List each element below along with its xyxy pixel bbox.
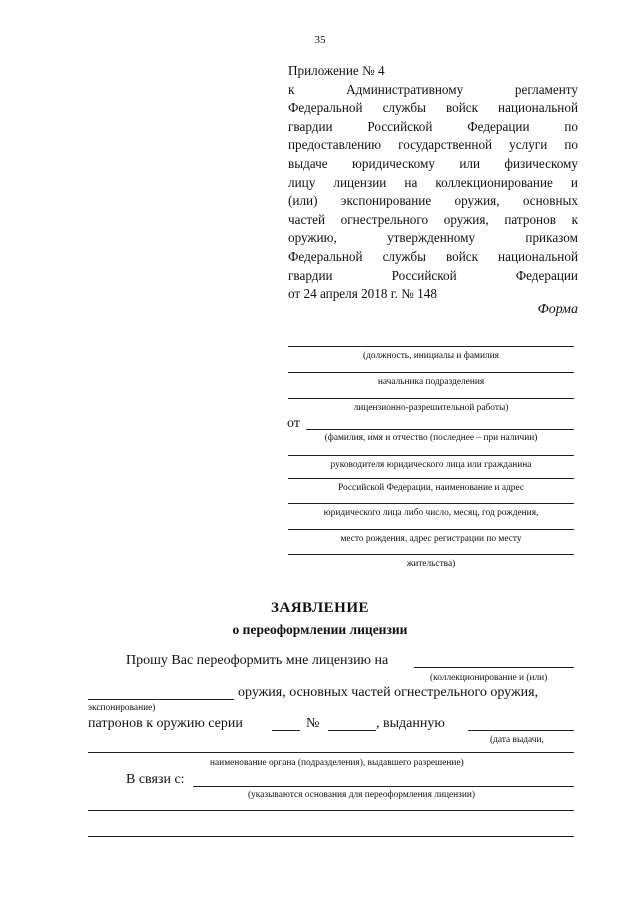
appendix-line: частей огнестрельного оружия, патронов к: [288, 211, 578, 227]
appendix-block: [288, 62, 578, 304]
series-field[interactable]: [272, 730, 300, 731]
body-line-2: оружия, основных частей огнестрельного оружия,: [238, 685, 539, 700]
appendix-line: Федеральной службы войск национальной: [288, 248, 578, 264]
recipient-position-caption: (должность, инициалы и фамилия: [363, 351, 499, 361]
applicant-birth-caption: юридического лица либо число, месяц, год рождения,: [323, 508, 539, 518]
issue-date-caption: (дата выдачи,: [490, 735, 544, 745]
applicant-address-caption: Российской Федерации, наименование и адрес: [337, 483, 525, 493]
appendix-line: Федеральной службы войск национальной: [288, 100, 578, 116]
applicant-name-caption: (фамилия, имя и отчество (последнее – при наличии): [324, 433, 538, 443]
body-line-4: В связи с:: [126, 772, 185, 787]
license-type-field[interactable]: [414, 667, 574, 668]
recipient-unit-line[interactable]: [288, 372, 574, 373]
applicant-birthplace-line[interactable]: [288, 529, 574, 530]
issuing-org-caption: наименование органа (подразделения), выдавшего разрешение): [210, 758, 464, 768]
body-line-1: Прошу Вас переоформить мне лицензию на: [126, 653, 389, 668]
reason-field-line-3[interactable]: [88, 836, 574, 837]
appendix-line: предоставлению государственной услуги по: [288, 137, 578, 153]
reason-caption: (указываются основания для переоформления лицензии): [248, 790, 476, 800]
appendix-line: гвардии Российской Федерации по: [288, 118, 578, 134]
recipient-dept-caption: лицензионно-разрешительной работы): [353, 403, 509, 413]
reason-field-line-2[interactable]: [88, 810, 574, 811]
applicant-head-line[interactable]: [288, 455, 574, 456]
applicant-name-line[interactable]: [306, 429, 574, 430]
page-number: 35: [314, 34, 326, 46]
reason-field[interactable]: [193, 786, 574, 787]
recipient-position-line[interactable]: [288, 346, 574, 347]
applicant-residence-caption: жительства): [406, 559, 456, 569]
exposition-caption: экспонирование): [88, 703, 156, 713]
applicant-birthplace-caption: место рождения, адрес регистрации по месту: [340, 534, 522, 544]
appendix-line: Приложение № 4: [288, 63, 385, 78]
appendix-line: гвардии Российской Федерации: [288, 267, 578, 283]
body-line-3-b: , выданную: [376, 716, 445, 731]
appendix-line: оружию, утвержденному приказом: [288, 230, 578, 246]
issue-date-field[interactable]: [468, 730, 574, 731]
appendix-line: от 24 апреля 2018 г. № 148: [288, 286, 437, 302]
appendix-line: выдаче юридическому или физическому: [288, 155, 578, 171]
applicant-head-caption: руководителя юридического лица или гражданина: [330, 460, 532, 470]
from-label: от: [287, 416, 300, 431]
number-field[interactable]: [328, 730, 376, 731]
license-type-caption: (коллекционирование и (или): [430, 673, 548, 683]
document-subtitle: о переоформлении лицензии: [232, 622, 408, 637]
applicant-address-line[interactable]: [288, 478, 574, 479]
appendix-line: (или) экспонирование оружия, основных: [288, 193, 578, 209]
appendix-line: лицу лицензии на коллекционирование и: [288, 174, 578, 190]
body-line-3-a: патронов к оружию серии: [88, 716, 243, 731]
document-title: ЗАЯВЛЕНИЕ: [270, 600, 370, 616]
issuing-org-field[interactable]: [88, 752, 574, 753]
form-label: Форма: [537, 302, 578, 317]
body-line-3-no: №: [306, 716, 320, 731]
applicant-birth-line[interactable]: [288, 503, 574, 504]
applicant-residence-line[interactable]: [288, 554, 574, 555]
exposition-field[interactable]: [88, 699, 234, 700]
recipient-unit-caption: начальника подразделения: [377, 377, 485, 387]
recipient-dept-line[interactable]: [288, 398, 574, 399]
appendix-line: к Административному регламенту: [288, 81, 578, 97]
